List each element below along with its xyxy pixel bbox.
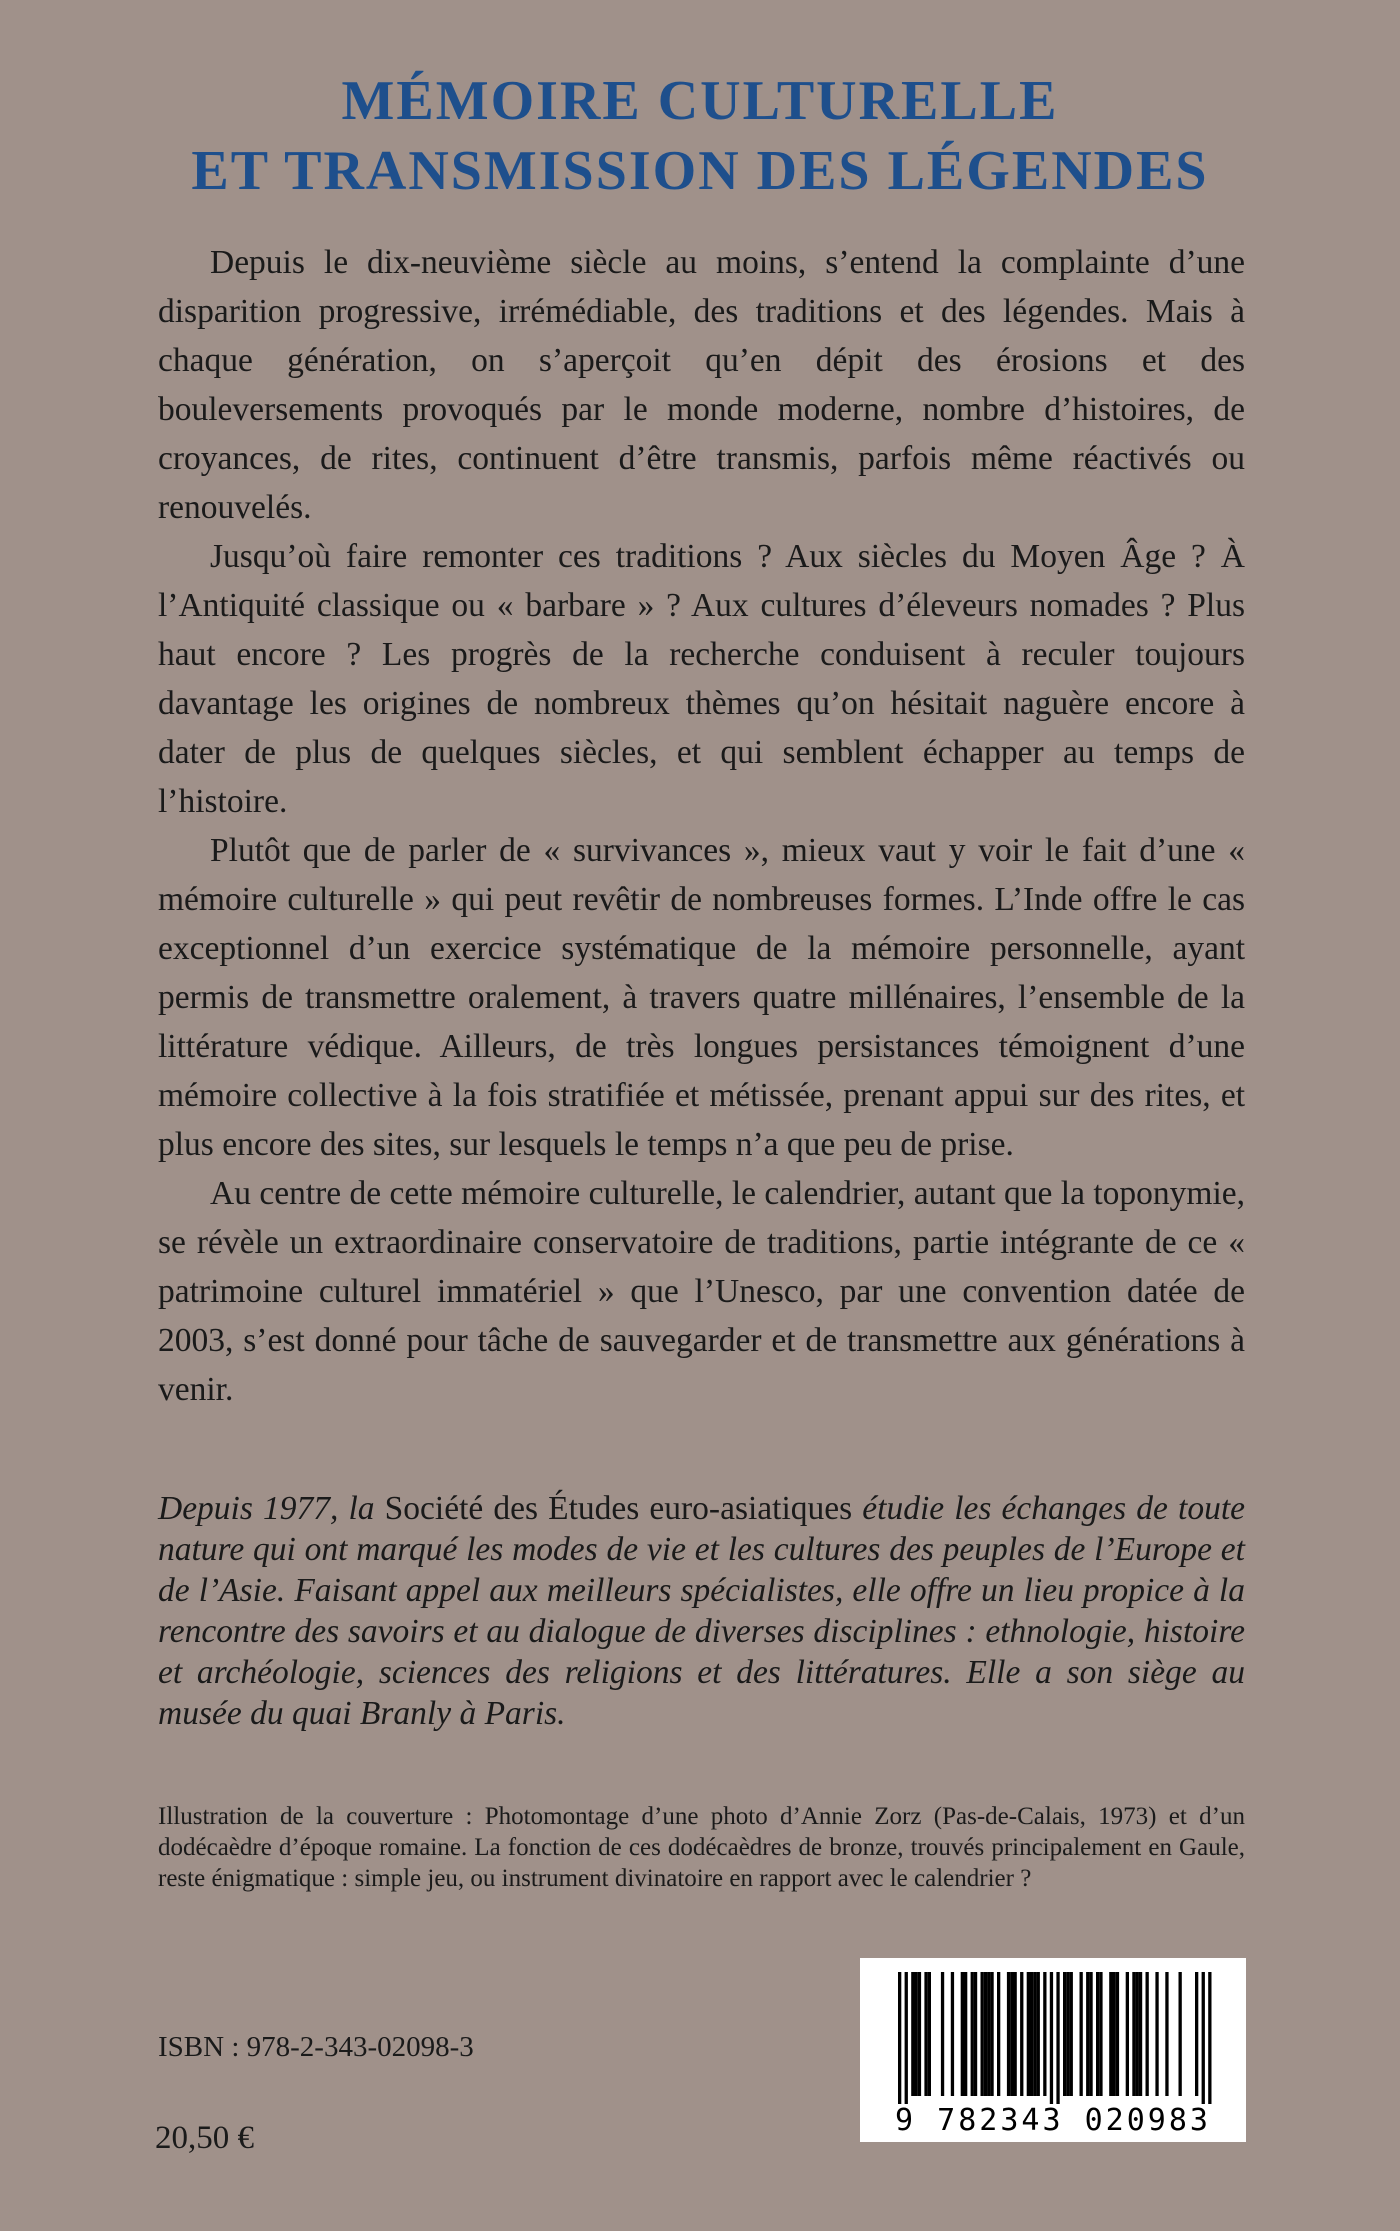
- barcode-bar: [898, 1972, 901, 2104]
- barcode-bar: [1033, 1972, 1036, 2096]
- barcode-bar: [974, 1972, 977, 2096]
- blurb-paragraph-2: Jusqu’où faire remonter ces traditions ? Aux siècles du Moyen Âge ? À l’Antiquité classique ou « barbare » ? Aux cultures d’éleveurs nomades ? Plus haut encore ? Les progrès de la recherche conduisent à reculer toujours davantage les origines de nombreux thèmes qu’on hésitait naguère encore à dater de plus de quelques siècles, et qui semblent échapper au temps de l’histoire.: [158, 538, 1245, 820]
- barcode-bar: [984, 1972, 987, 2096]
- barcode-bar: [964, 1972, 967, 2096]
- title-line-2: ET TRANSMISSION DES LÉGENDES: [191, 140, 1209, 202]
- barcode-bar: [1080, 1972, 1083, 2096]
- barcode-bar: [1010, 1972, 1013, 2096]
- barcode-bar: [951, 1972, 954, 2096]
- barcode-bar: [1195, 1972, 1198, 2096]
- barcode-bar: [1070, 1972, 1073, 2096]
- barcode-bar: [1050, 1972, 1053, 2104]
- barcode-bar: [918, 1972, 921, 2096]
- cover-illustration-caption: [158, 1801, 1245, 1894]
- barcode-bar: [1099, 1972, 1102, 2096]
- barcode-bar: [1030, 1972, 1033, 2096]
- barcode-bar: [961, 1972, 964, 2096]
- barcode-bar: [1037, 1972, 1040, 2096]
- barcode-bar: [1014, 1972, 1017, 2096]
- society-note: [158, 1488, 1245, 1734]
- barcode-bar: [1096, 1972, 1099, 2096]
- barcode-bar: [1139, 1972, 1142, 2096]
- barcode-bar: [1136, 1972, 1139, 2096]
- society-intro: Depuis 1977, la: [158, 1490, 385, 1527]
- barcode-bar: [1020, 1972, 1023, 2096]
- barcode-bar: [924, 1972, 927, 2096]
- barcode-bar: [981, 1972, 984, 2096]
- society-name: Société des Études euro-asiatiques: [384, 1490, 853, 1527]
- blurb-paragraph-4: Au centre de cette mémoire culturelle, le calendrier, autant que la toponymie, se révèle un extraordinaire conservatoire de traditions, partie intégrante de ce « patrimoine culturel immatériel » que l’Unesco, par une convention datée de 2003, s’est donné pour tâche de sauvegarder et de transmettre aux générations à venir.: [158, 1175, 1245, 1408]
- barcode-bar: [1089, 1972, 1092, 2096]
- barcode-bar: [1007, 1972, 1010, 2096]
- barcode-bar: [1208, 1972, 1211, 2104]
- barcode-bar: [915, 1972, 918, 2096]
- barcode-bar: [1132, 1972, 1135, 2096]
- barcode-bar: [971, 1972, 974, 2096]
- barcode-bar: [1202, 1972, 1205, 2104]
- barcode-bar: [1155, 1972, 1158, 2096]
- barcode-bar: [1113, 1972, 1116, 2096]
- price: 20,50 €: [155, 2120, 254, 2156]
- barcode-bar: [1116, 1972, 1119, 2096]
- barcode-bar: [997, 1972, 1000, 2096]
- blurb-paragraph-3: Plutôt que de parler de « survivances », mieux vaut y voir le fait d’une « mémoire culturelle » qui peut revêtir de nombreuses formes. L’Inde offre le cas exceptionnel d’un exercice systématique de la mémoire personnelle, ayant permis de transmettre oralement, à travers quatre millénaires, l’ensemble de la littérature védique. Ailleurs, de très longues persistances témoignent d’une mémoire collective à la fois stratifiée et métissée, prenant appui sur des rites, et plus encore des sites, sur lesquels le temps n’a que peu de prise.: [158, 832, 1245, 1163]
- barcode-bar: [1146, 1972, 1149, 2096]
- blurb-paragraph-1: Depuis le dix-neuvième siècle au moins, s’entend la complainte d’une disparition progressive, irrémédiable, des traditions et des légendes. Mais à chaque génération, on s’aperçoit qu’en dépit des érosions et des bouleversements provoqués par le monde moderne, nombre d’histoires, de croyances, de rites, continuent d’être transmis, parfois même réactivés ou renouvelés.: [158, 244, 1245, 526]
- barcode-bar: [1027, 1972, 1030, 2096]
- isbn: ISBN : 978-2-343-02098-3: [158, 2031, 474, 2063]
- barcode-bar: [987, 1972, 990, 2096]
- barcode-bar: [928, 1972, 931, 2096]
- blurb: [158, 238, 1245, 1414]
- barcode-bar: [1179, 1972, 1182, 2096]
- barcode-bar: [911, 1972, 914, 2096]
- title-line-1: MÉMOIRE CULTURELLE: [341, 70, 1059, 132]
- barcode-bar: [1126, 1972, 1129, 2096]
- barcode-digits: 9 782343 020983: [895, 2103, 1211, 2138]
- barcode-bar: [941, 1972, 944, 2096]
- barcode-bar: [1066, 1972, 1069, 2096]
- barcode-bar: [1109, 1972, 1112, 2096]
- barcode-bar: [990, 1972, 993, 2096]
- barcode-bar: [1165, 1972, 1168, 2096]
- barcode-bar: [1086, 1972, 1089, 2096]
- book-title: [0, 66, 1400, 206]
- barcode-bar: [1063, 1972, 1066, 2096]
- barcode: [860, 1958, 1246, 2142]
- barcode-bar: [1043, 1972, 1046, 2096]
- barcode-graphic: [860, 1958, 1246, 2142]
- barcode-bars: [898, 1972, 1212, 2104]
- caption-text: Illustration de la couverture : Photomontage d’une photo d’Annie Zorz (Pas-de-Calais, 1973) et d’un dodécaèdre d’époque romaine. La fonction de ces dodécaèdres de bronze, trouvés principalement en Gaule, reste énigmatique : simple jeu, ou instrument divinatoire en rapport avec le calendrier ?: [158, 1803, 1245, 1892]
- society-description: étudie les échanges de toute nature qui ont marqué les modes de vie et les cultures des peuples de l’Europe et de l’Asie. Faisant appel aux meilleurs spécialistes, elle offre un lieu propice à la rencontre des savoirs et au dialogue de diverses disciplines : ethnologie, histoire et archéologie, sciences des religions et des littératures. Elle a son siège au musée du quai Branly à Paris.: [158, 1490, 1246, 1732]
- barcode-bar: [905, 1972, 908, 2104]
- barcode-bar: [1056, 1972, 1059, 2104]
